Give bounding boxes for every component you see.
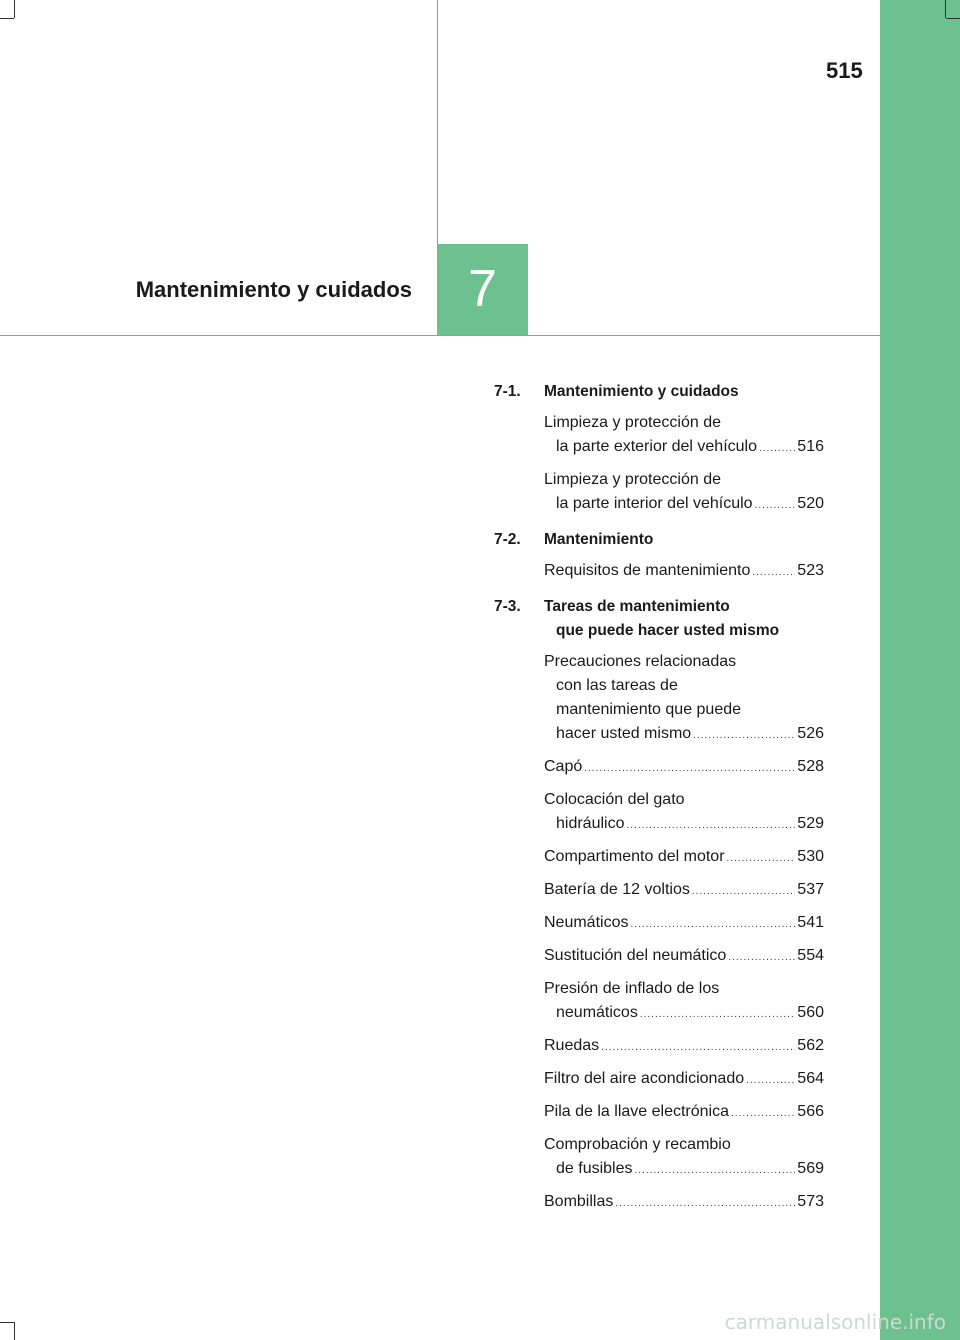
toc-entry[interactable] — [494, 755, 824, 781]
toc-entry[interactable] — [494, 1034, 824, 1060]
entry-text: Filtro del aire acondicionado — [544, 1070, 745, 1087]
toc-entry[interactable] — [494, 559, 824, 585]
section-number: 7-3. — [494, 598, 521, 615]
crop-mark — [14, 0, 15, 18]
entry-leader-line — [544, 1100, 824, 1126]
entry-text: la parte interior del vehículo — [556, 495, 753, 512]
entry-page-number: 523 — [797, 562, 824, 579]
entry-text: Batería de 12 voltios — [544, 881, 690, 898]
toc-section — [494, 518, 824, 585]
crop-mark — [945, 0, 946, 18]
entry-text: neumáticos — [556, 1004, 638, 1021]
entry-text: Presión de inflado de los — [544, 980, 720, 997]
section-number: 7-1. — [494, 383, 521, 400]
dot-leader — [746, 1069, 795, 1093]
entry-text: Capó — [544, 758, 583, 775]
section-title: Mantenimiento y cuidados — [544, 383, 739, 400]
dot-leader — [752, 561, 795, 585]
watermark: carmanualsonline.info — [724, 1310, 946, 1334]
page-number: 515 — [826, 58, 863, 83]
dot-leader — [728, 946, 795, 970]
dot-leader — [615, 1192, 795, 1216]
dot-leader — [635, 1159, 796, 1183]
entry-leader-line — [544, 911, 824, 937]
entry-page-number: 560 — [797, 1004, 824, 1021]
entry-text: Comprobación y recambio — [544, 1136, 731, 1153]
chapter-title: Mantenimiento y cuidados — [135, 277, 412, 302]
section-spacer — [494, 585, 824, 595]
entry-text: Precauciones relacionadas — [544, 653, 737, 670]
crop-mark — [0, 1322, 14, 1323]
dot-leader — [693, 724, 795, 748]
dot-leader — [640, 1003, 795, 1027]
toc-entry[interactable] — [494, 845, 824, 871]
toc-entry[interactable] — [494, 911, 824, 937]
entry-text: Limpieza y protección de — [544, 471, 721, 488]
entry-leader-line — [544, 559, 824, 585]
section-spacer — [494, 518, 824, 528]
toc-entry[interactable] — [494, 977, 824, 1027]
toc-entry[interactable] — [494, 1190, 824, 1216]
dot-leader — [584, 757, 795, 781]
entry-text: Neumáticos — [544, 914, 629, 931]
entry-leader-line — [544, 1001, 824, 1027]
dot-leader — [692, 880, 795, 904]
entry-page-number: 562 — [797, 1037, 824, 1054]
dot-leader — [759, 437, 795, 461]
entry-leader-line — [544, 1034, 824, 1060]
entry-text: Bombillas — [544, 1193, 614, 1210]
toc-section — [494, 585, 824, 1216]
entry-page-number: 569 — [797, 1160, 824, 1177]
toc-entry[interactable] — [494, 468, 824, 518]
entry-page-number: 566 — [797, 1103, 824, 1120]
section-heading — [494, 595, 824, 643]
entry-page-number: 526 — [797, 725, 824, 742]
entry-leader-line — [544, 755, 824, 781]
entry-page-number: 573 — [797, 1193, 824, 1210]
toc-entry[interactable] — [494, 650, 824, 748]
entry-page-number: 541 — [797, 914, 824, 931]
entry-text: Colocación del gato — [544, 791, 685, 808]
chapter-number-badge: 7 — [437, 244, 528, 335]
section-heading — [494, 380, 824, 404]
entry-leader-line — [544, 492, 824, 518]
section-heading — [494, 528, 824, 552]
entry-text: Ruedas — [544, 1037, 600, 1054]
section-title: que puede hacer usted mismo — [556, 622, 780, 639]
entry-text: Requisitos de mantenimiento — [544, 562, 751, 579]
entry-leader-line — [544, 878, 824, 904]
toc-entry[interactable] — [494, 878, 824, 904]
toc-entry[interactable] — [494, 1100, 824, 1126]
entry-page-number: 529 — [797, 815, 824, 832]
table-of-contents — [494, 380, 824, 1216]
section-title: Tareas de mantenimiento — [544, 598, 730, 615]
divider-horizontal — [0, 335, 880, 336]
entry-page-number: 554 — [797, 947, 824, 964]
entry-text: Compartimento del motor — [544, 848, 725, 865]
entry-text: Sustitución del neumático — [544, 947, 727, 964]
dot-leader — [755, 494, 796, 518]
entry-text: mantenimiento que puede — [556, 701, 742, 718]
entry-text: Pila de la llave electrónica — [544, 1103, 729, 1120]
entry-text: la parte exterior del vehículo — [556, 438, 757, 455]
crop-mark — [946, 18, 960, 19]
dot-leader — [727, 847, 796, 871]
entry-leader-line — [544, 435, 824, 461]
dot-leader — [731, 1102, 795, 1126]
toc-entry[interactable] — [494, 944, 824, 970]
entry-page-number: 520 — [797, 495, 824, 512]
entry-leader-line — [544, 1190, 824, 1216]
entry-text: con las tareas de — [556, 677, 678, 694]
toc-entry[interactable] — [494, 788, 824, 838]
crop-mark — [14, 1322, 15, 1340]
section-title: Mantenimiento — [544, 531, 654, 548]
toc-entry[interactable] — [494, 1133, 824, 1183]
entry-leader-line — [544, 845, 824, 871]
entry-leader-line — [544, 944, 824, 970]
entry-text: hidráulico — [556, 815, 625, 832]
entry-leader-line — [544, 722, 824, 748]
entry-leader-line — [544, 1067, 824, 1093]
entry-text: hacer usted mismo — [556, 725, 692, 742]
dot-leader — [630, 913, 795, 937]
entry-page-number: 528 — [797, 758, 824, 775]
entry-page-number: 537 — [797, 881, 824, 898]
chapter-tab-bar — [880, 0, 960, 1340]
entry-text: Limpieza y protección de — [544, 414, 721, 431]
entry-page-number: 564 — [797, 1070, 824, 1087]
toc-section — [494, 380, 824, 518]
crop-mark — [0, 18, 14, 19]
dot-leader — [626, 814, 795, 838]
toc-entry[interactable] — [494, 411, 824, 461]
dot-leader — [601, 1036, 795, 1060]
entry-page-number: 530 — [797, 848, 824, 865]
entry-leader-line — [544, 1157, 824, 1183]
entry-text: de fusibles — [556, 1160, 633, 1177]
toc-entry[interactable] — [494, 1067, 824, 1093]
section-number: 7-2. — [494, 531, 521, 548]
entry-leader-line — [544, 812, 824, 838]
entry-page-number: 516 — [797, 438, 824, 455]
